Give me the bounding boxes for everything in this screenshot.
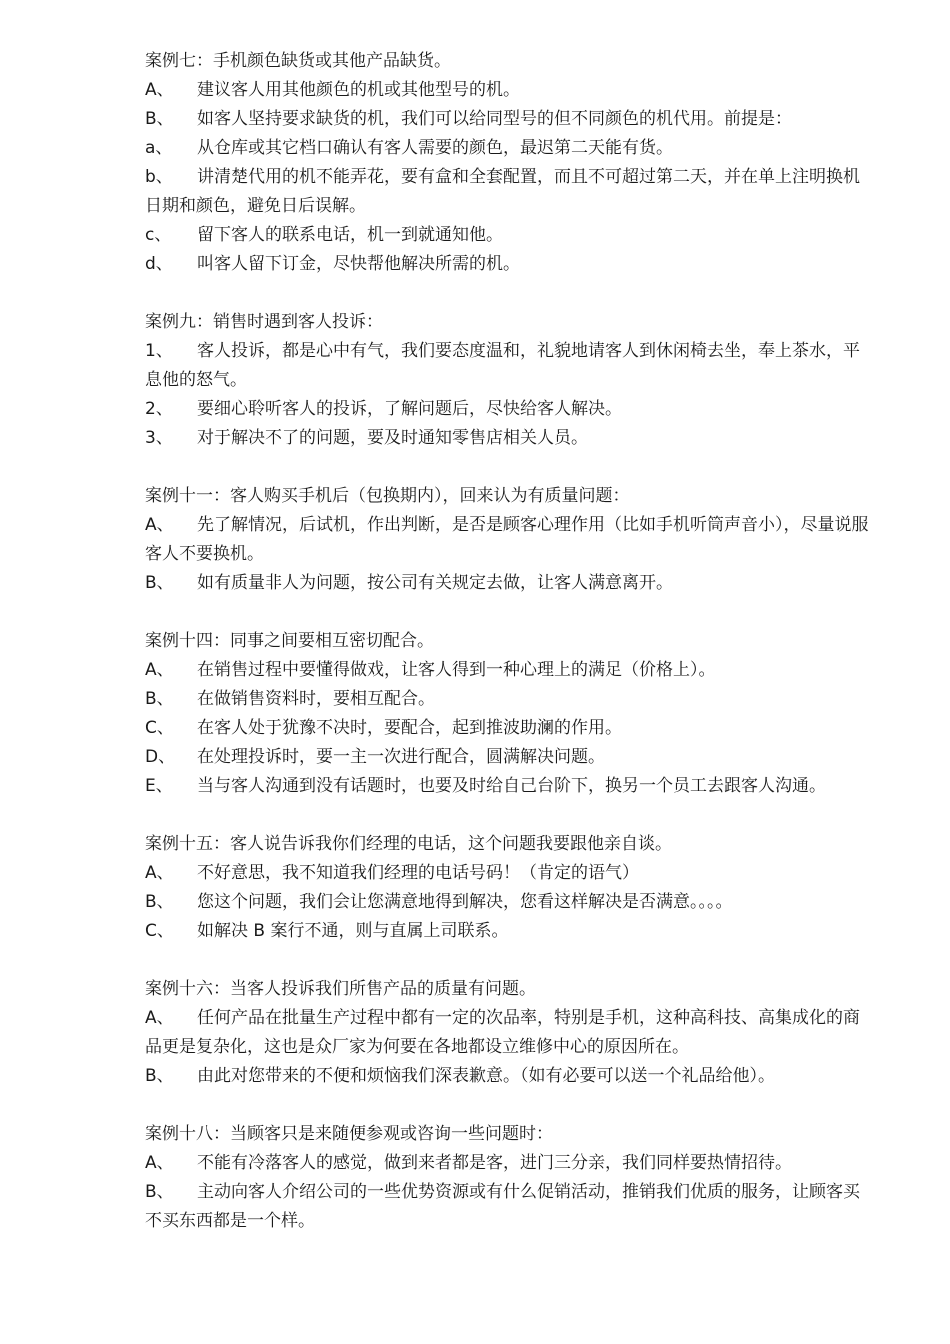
list-item [145, 76, 870, 105]
item-text: 不好意思，我不知道我们经理的电话号码！（肯定的语气） [197, 863, 639, 883]
item-text: 叫客人留下订金，尽快帮他解决所需的机。 [197, 254, 520, 274]
item-text: 主动向客人介绍公司的一些优势资源或有什么促销活动，推销我们优质的服务，让顾客买不买东西都是一个样。 [145, 1182, 860, 1231]
item-marker: B、 [145, 109, 174, 129]
list-item [145, 1062, 870, 1091]
case-11-section [145, 482, 870, 598]
item-text: 在客人处于犹豫不决时，要配合，起到推波助澜的作用。 [197, 718, 622, 738]
case-15-section [145, 830, 870, 946]
section-heading: 案例九：销售时遇到客人投诉： [145, 312, 383, 332]
list-item [145, 569, 870, 598]
item-marker: B、 [145, 689, 174, 709]
item-marker: B、 [145, 1066, 174, 1086]
item-marker: 3、 [145, 428, 173, 448]
item-text: 讲清楚代用的机不能弄花，要有盒和全套配置，而且不可超过第二天，并在单上注明换机日期和颜色，避免日后误解。 [145, 167, 860, 216]
list-item [145, 134, 870, 163]
item-marker: 2、 [145, 399, 173, 419]
list-item [145, 105, 870, 134]
item-marker: B、 [145, 573, 174, 593]
item-marker: b、 [145, 167, 173, 187]
item-marker: c、 [145, 225, 172, 245]
item-marker: C、 [145, 921, 174, 941]
item-text: 留下客人的联系电话，机一到就通知他。 [197, 225, 503, 245]
section-heading: 案例十八：当顾客只是来随便参观或咨询一些问题时： [145, 1124, 553, 1144]
list-item [145, 917, 870, 946]
item-marker: A、 [145, 863, 174, 883]
case-18-section [145, 1120, 870, 1236]
item-marker: D、 [145, 747, 176, 767]
case-14-section [145, 627, 870, 801]
item-marker: A、 [145, 1153, 174, 1173]
list-item [145, 337, 870, 395]
item-text: 从仓库或其它档口确认有客人需要的颜色，最迟第二天能有货。 [197, 138, 673, 158]
item-marker: B、 [145, 1182, 174, 1202]
case-9-section [145, 308, 870, 453]
item-text: 在做销售资料时，要相互配合。 [197, 689, 435, 709]
item-marker: 1、 [145, 341, 173, 361]
item-text: 任何产品在批量生产过程中都有一定的次品率，特别是手机，这种高科技、高集成化的商品更是复杂化，这也是众厂家为何要在各地都设立维修中心的原因所在。 [145, 1008, 860, 1057]
list-item [145, 772, 870, 801]
item-text: 先了解情况，后试机，作出判断，是否是顾客心理作用（比如手机听筒声音小），尽量说服客人不要换机。 [145, 515, 869, 564]
section-heading: 案例七：手机颜色缺货或其他产品缺货。 [145, 51, 451, 71]
item-text: 由此对您带来的不便和烦恼我们深表歉意。（如有必要可以送一个礼品给他）。 [197, 1066, 775, 1086]
case-7-section [145, 47, 870, 279]
list-item [145, 511, 870, 569]
list-item [145, 395, 870, 424]
list-item [145, 859, 870, 888]
section-heading: 案例十六：当客人投诉我们所售产品的质量有问题。 [145, 979, 536, 999]
item-text: 如解决 B 案行不通，则与直属上司联系。 [197, 921, 509, 941]
list-item [145, 685, 870, 714]
list-item [145, 1004, 870, 1062]
item-marker: d、 [145, 254, 173, 274]
item-text: 您这个问题，我们会让您满意地得到解决，您看这样解决是否满意。。。。 [197, 892, 733, 912]
item-marker: A、 [145, 80, 174, 100]
list-item [145, 1149, 870, 1178]
list-item [145, 424, 870, 453]
item-text: 如客人坚持要求缺货的机，我们可以给同型号的但不同颜色的机代用。前提是： [197, 109, 792, 129]
item-marker: E、 [145, 776, 173, 796]
section-heading: 案例十五：客人说告诉我你们经理的电话，这个问题我要跟他亲自谈。 [145, 834, 672, 854]
list-item [145, 656, 870, 685]
item-text: 不能有冷落客人的感觉，做到来者都是客，进门三分亲，我们同样要热情招待。 [197, 1153, 792, 1173]
item-text: 建议客人用其他颜色的机或其他型号的机。 [197, 80, 520, 100]
list-item [145, 221, 870, 250]
list-item [145, 743, 870, 772]
item-text: 如有质量非人为问题，按公司有关规定去做，让客人满意离开。 [197, 573, 673, 593]
item-marker: a、 [145, 138, 173, 158]
item-marker: A、 [145, 660, 174, 680]
section-heading: 案例十四：同事之间要相互密切配合。 [145, 631, 434, 651]
item-text: 在处理投诉时，要一主一次进行配合，圆满解决问题。 [197, 747, 605, 767]
item-text: 对于解决不了的问题，要及时通知零售店相关人员。 [197, 428, 588, 448]
section-heading: 案例十一：客人购买手机后（包换期内），回来认为有质量问题： [145, 486, 630, 506]
item-text: 在销售过程中要懂得做戏，让客人得到一种心理上的满足（价格上）。 [197, 660, 716, 680]
list-item [145, 888, 870, 917]
item-marker: B、 [145, 892, 174, 912]
item-text: 要细心聆听客人的投诉，了解问题后，尽快给客人解决。 [197, 399, 622, 419]
list-item [145, 163, 870, 221]
case-16-section [145, 975, 870, 1091]
list-item [145, 714, 870, 743]
list-item [145, 250, 870, 279]
item-text: 客人投诉，都是心中有气，我们要态度温和，礼貌地请客人到休闲椅去坐，奉上茶水，平息他的怒气。 [145, 341, 860, 390]
item-text: 当与客人沟通到没有话题时，也要及时给自己台阶下，换另一个员工去跟客人沟通。 [197, 776, 826, 796]
item-marker: A、 [145, 515, 174, 535]
item-marker: A、 [145, 1008, 174, 1028]
item-marker: C、 [145, 718, 174, 738]
list-item [145, 1178, 870, 1236]
